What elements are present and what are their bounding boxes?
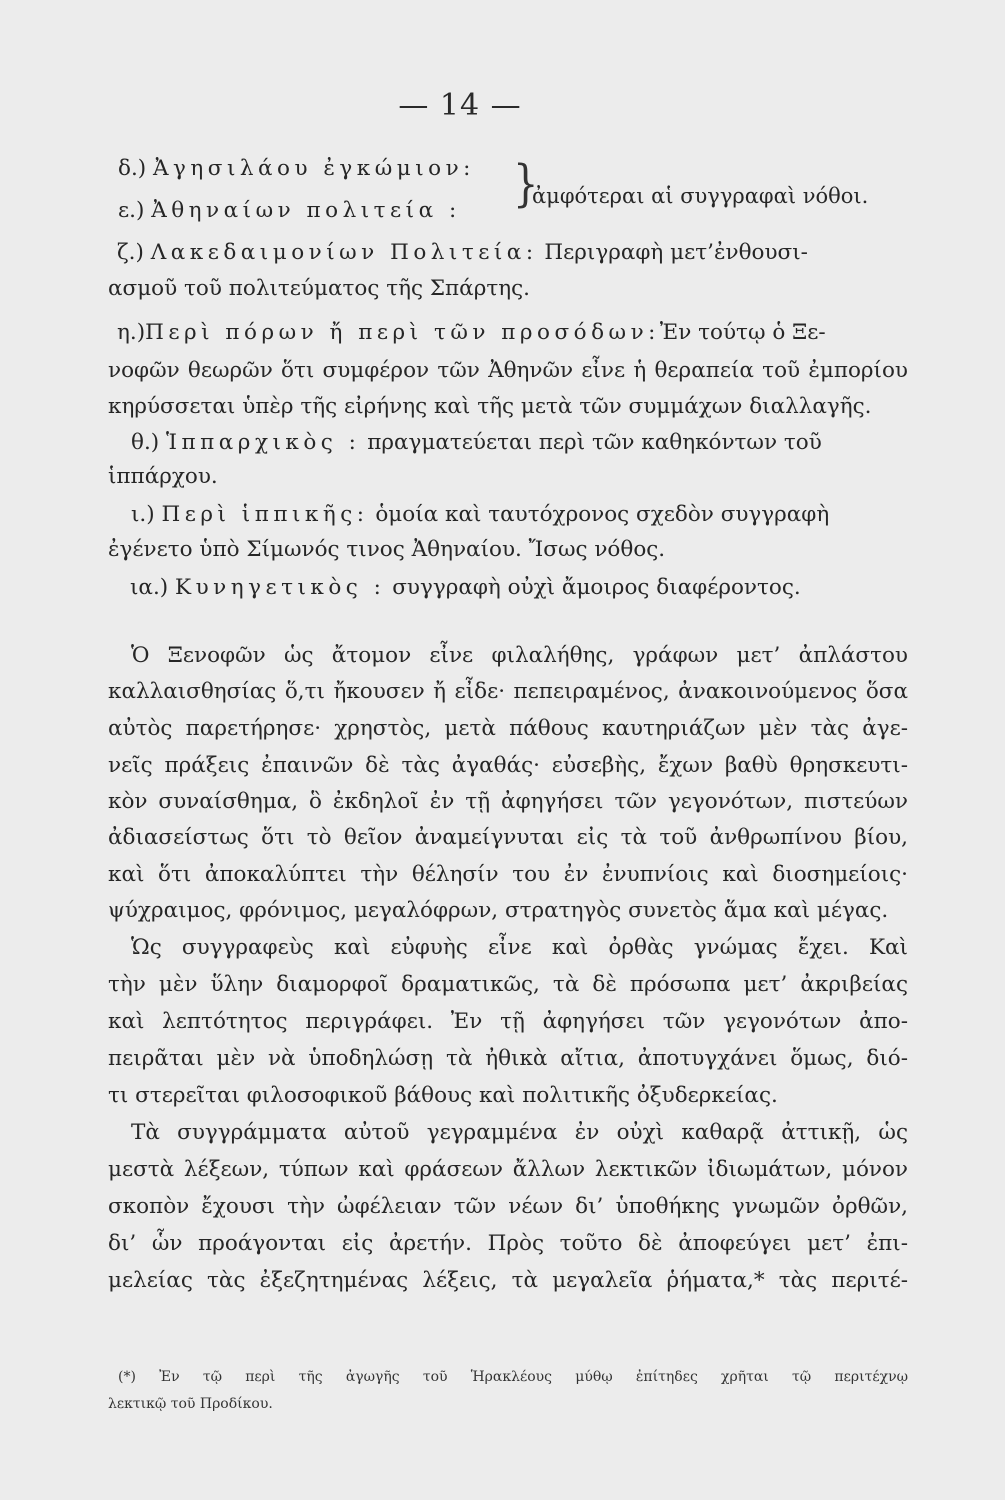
body-line: ἀδιασείστως ὅτι τὸ θεῖον ἀναμείγνυται εἰς τὰ τοῦ ἀνθρωπίνου βίου, <box>108 825 908 850</box>
body-line: Ὁ Ξενοφῶν ὡς ἄτομον εἶνε φιλαλήθης, γράφων μετ’ ἀπλάστου <box>131 643 908 668</box>
body-line: Τὰ συγγράμματα αὐτοῦ γεγραμμένα ἐν οὐχὶ καθαρᾷ ἀττικῇ, ὡς <box>131 1120 908 1145</box>
list-text: ὁμοία καὶ ταυτόχρονος σχεδὸν συγγραφὴ <box>368 502 830 527</box>
list-label: δ.) <box>118 156 154 181</box>
list-text: Ἐν τούτῳ ὁ Ξε- <box>659 320 826 345</box>
body-line: ψύχραιμος, φρόνιμος, μεγαλόφρων, στρατηγὸς συνετὸς ἅμα καὶ μέγας. <box>108 898 889 923</box>
list-item-z <box>117 242 808 264</box>
list-text-line: ἐγένετο ὑπὸ Σίμωνός τινος Ἀθηναίου. Ἴσως νόθος. <box>108 537 666 562</box>
footnote-line: λεκτικῷ τοῦ Προδίκου. <box>108 1396 273 1412</box>
list-text: πραγματεύεται περὶ τῶν καθηκόντων τοῦ <box>360 430 822 455</box>
list-label: ια.) <box>130 575 176 600</box>
body-line: κὸν συναίσθημα, ὃ ἐκδηλοῖ ἐν τῇ ἀφηγήσει τῶν γεγονότων, πιστεύων <box>108 789 908 814</box>
body-line: μεστὰ λέξεων, τύπων καὶ φράσεων ἄλλων λεκτικῶν ἰδιωμάτων, μόνον <box>108 1157 908 1182</box>
body-line: Ὡς συγγραφεὺς καὶ εὐφυὴς εἶνε καὶ ὀρθὰς γνώμας ἔχει. Καὶ <box>131 935 908 960</box>
body-line: τι στερεῖται φιλοσοφικοῦ βάθους καὶ πολιτικῆς ὀξυδερκείας. <box>108 1083 778 1108</box>
list-item-i <box>131 504 829 526</box>
list-label: ζ.) <box>117 240 151 265</box>
body-line: μελείας τὰς ἐξεζητημένας λέξεις, τὰ μεγαλεῖα ῥήματα,* τὰς περιτέ- <box>108 1268 908 1293</box>
list-label: ι.) <box>131 502 162 527</box>
list-item-d <box>118 158 475 180</box>
work-title: Ἱππαρχικὸς : <box>166 430 361 455</box>
work-title: Λακεδαιμονίων Πολιτεία: <box>150 240 538 265</box>
list-text-line: ἱππάρχου. <box>108 464 218 489</box>
list-label: ε.) <box>118 198 152 223</box>
list-item-e <box>118 200 461 222</box>
body-line: αὐτὸς παρετήρησε· χρηστὸς, μετὰ πάθους καυτηριάζων μὲν τὰς ἀγε- <box>108 716 908 741</box>
list-text-line: κηρύσσεται ὑπὲρ τῆς εἰρήνης καὶ τῆς μετὰ τῶν συμμάχων διαλλαγῆς. <box>108 394 872 419</box>
brace: } <box>513 155 539 213</box>
list-item-h <box>117 322 826 344</box>
body-line: πειρᾶται μὲν νὰ ὑποδηλώσῃ τὰ ἠθικὰ αἴτια, ἀποτυγχάνει ὅμως, διό- <box>108 1046 908 1071</box>
page-number: — 14 — <box>398 88 522 123</box>
body-line: καὶ λεπτότητος περιγράφει. Ἐν τῇ ἀφηγήσει τῶν γεγονότων ἀπο- <box>108 1009 908 1034</box>
footnote-line: (*) Ἐν τῷ περὶ τῆς ἀγωγῆς τοῦ Ἡρακλέους μύθῳ ἐπίτηδες χρῆται τῷ περιτέχνῳ <box>118 1369 908 1385</box>
list-text-line: ασμοῦ τοῦ πολιτεύματος τῆς Σπάρτης. <box>108 276 530 301</box>
list-text: συγγραφὴ οὐχὶ ἄμοιρος διαφέροντος. <box>385 575 801 600</box>
work-title: Περὶ ἱππικῆς: <box>161 502 369 527</box>
brace-note: ἀμφότεραι αἱ συγγραφαὶ νόθοι. <box>532 184 869 208</box>
list-text-line: νοφῶν θεωρῶν ὅτι συμφέρον τῶν Ἀθηνῶν εἶνε ἡ θεραπεία τοῦ ἐμπορίου <box>108 358 908 383</box>
work-title: Περὶ πόρων ἤ περὶ τῶν προσόδων: <box>145 320 660 345</box>
body-line: δι’ ὧν προάγονται εἰς ἀρετήν. Πρὸς τοῦτο δὲ ἀποφεύγει μετ’ ἐπι- <box>108 1231 908 1256</box>
work-title: Ἀγησιλάου ἐγκώμιον: <box>153 156 475 181</box>
body-line: σκοπὸν ἔχουσι τὴν ὠφέλειαν τῶν νέων δι’ ὑποθήκης γνωμῶν ὀρθῶν, <box>108 1194 908 1219</box>
list-label: θ.) <box>131 430 167 455</box>
work-title: Ἀθηναίων πολιτεία : <box>151 198 461 223</box>
list-item-th <box>131 432 822 454</box>
body-line: τὴν μὲν ὕλην διαμορφοῖ δραματικῶς, τὰ δὲ πρόσωπα μετ’ ἀκριβείας <box>108 972 908 997</box>
list-text: Περιγραφὴ μετ’ἐνθουσι- <box>537 240 808 265</box>
body-line: καλλαισθησίας ὅ,τι ἤκουσεν ἤ εἶδε· πεπειραμένος, ἀνακοινούμενος ὅσα <box>108 679 908 704</box>
body-line: νεῖς πράξεις ἐπαινῶν δὲ τὰς ἀγαθάς· εὐσεβὴς, ἔχων βαθὺ θρησκευτι- <box>108 753 908 778</box>
body-line: καὶ ὅτι ἀποκαλύπτει τὴν θέλησίν του ἐν ἐνυπνίοις καὶ διοσημείοις· <box>108 862 908 887</box>
list-label: η.) <box>117 320 146 345</box>
list-item-ia <box>130 577 801 599</box>
work-title: Κυνηγετικὸς : <box>175 575 386 600</box>
